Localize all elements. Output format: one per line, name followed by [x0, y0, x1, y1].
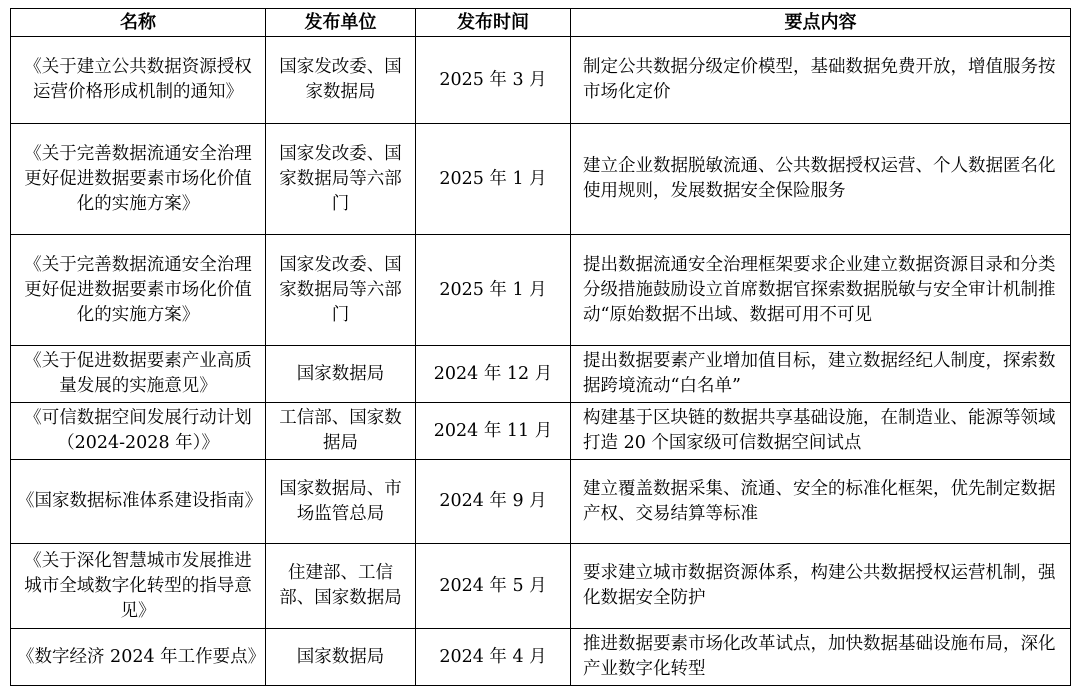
policy-publisher: 国家发改委、国家数据局 [266, 37, 416, 124]
policy-name: 《关于促进数据要素产业高质量发展的实施意见》 [11, 346, 266, 403]
policy-date: 2024 年 9 月 [416, 460, 571, 544]
policy-date: 2024 年 11 月 [416, 403, 571, 460]
policy-publisher: 国家发改委、国家数据局等六部门 [266, 124, 416, 235]
table-row [11, 346, 1071, 403]
policy-publisher: 工信部、国家数据局 [266, 403, 416, 460]
policy-name: 《关于完善数据流通安全治理更好促进数据要素市场化价值化的实施方案》 [11, 124, 266, 235]
policy-name: 《关于完善数据流通安全治理 更好促进数据要素市场化价值化的实施方案》 [11, 235, 266, 346]
table-row [11, 37, 1071, 124]
policy-publisher: 住建部、工信部、国家数据局 [266, 544, 416, 629]
policy-name: 《关于深化智慧城市发展推进城市全域数字化转型的指导意见》 [11, 544, 266, 629]
header-date: 发布时间 [416, 9, 571, 37]
policy-name: 《数字经济 2024 年工作要点》 [11, 629, 266, 686]
policy-publisher: 国家数据局 [266, 629, 416, 686]
policy-publisher: 国家发改委、国家数据局等六部门 [266, 235, 416, 346]
policy-publisher: 国家数据局 [266, 346, 416, 403]
table-row [11, 544, 1071, 629]
policy-date: 2025 年 1 月 [416, 124, 571, 235]
header-publisher: 发布单位 [266, 9, 416, 37]
header-name: 名称 [11, 9, 266, 37]
table-row [11, 124, 1071, 235]
table-row [11, 403, 1071, 460]
policy-table-container [10, 8, 1070, 686]
policy-content: 建立企业数据脱敏流通、公共数据授权运营、个人数据匿名化使用规则，发展数据安全保险服务 [571, 124, 1071, 235]
policy-date: 2025 年 3 月 [416, 37, 571, 124]
table-row [11, 235, 1071, 346]
table-row [11, 629, 1071, 686]
policy-publisher: 国家数据局、市场监管总局 [266, 460, 416, 544]
policy-name: 《关于建立公共数据资源授权运营价格形成机制的通知》 [11, 37, 266, 124]
policy-date: 2024 年 5 月 [416, 544, 571, 629]
table-header-row [11, 9, 1071, 37]
policy-content: 建立覆盖数据采集、流通、安全的标准化框架，优先制定数据产权、交易结算等标准 [571, 460, 1071, 544]
policy-table [10, 8, 1071, 686]
table-row [11, 460, 1071, 544]
policy-content: 制定公共数据分级定价模型，基础数据免费开放，增值服务按市场化定价 [571, 37, 1071, 124]
policy-date: 2024 年 4 月 [416, 629, 571, 686]
policy-name: 《可信数据空间发展行动计划（2024-2028 年）》 [11, 403, 266, 460]
policy-content: 提出数据要素产业增加值目标，建立数据经纪人制度，探索数据跨境流动“白名单” [571, 346, 1071, 403]
policy-content: 提出数据流通安全治理框架要求企业建立数据资源目录和分类分级措施鼓励设立首席数据官探索数据脱敏与安全审计机制推动“原始数据不出域、数据可用不可见 [571, 235, 1071, 346]
policy-name: 《国家数据标准体系建设指南》 [11, 460, 266, 544]
policy-content: 推进数据要素市场化改革试点，加快数据基础设施布局，深化产业数字化转型 [571, 629, 1071, 686]
policy-date: 2024 年 12 月 [416, 346, 571, 403]
policy-content: 构建基于区块链的数据共享基础设施，在制造业、能源等领域打造 20 个国家级可信数据空间试点 [571, 403, 1071, 460]
policy-date: 2025 年 1 月 [416, 235, 571, 346]
header-content: 要点内容 [571, 9, 1071, 37]
policy-content: 要求建立城市数据资源体系，构建公共数据授权运营机制，强化数据安全防护 [571, 544, 1071, 629]
